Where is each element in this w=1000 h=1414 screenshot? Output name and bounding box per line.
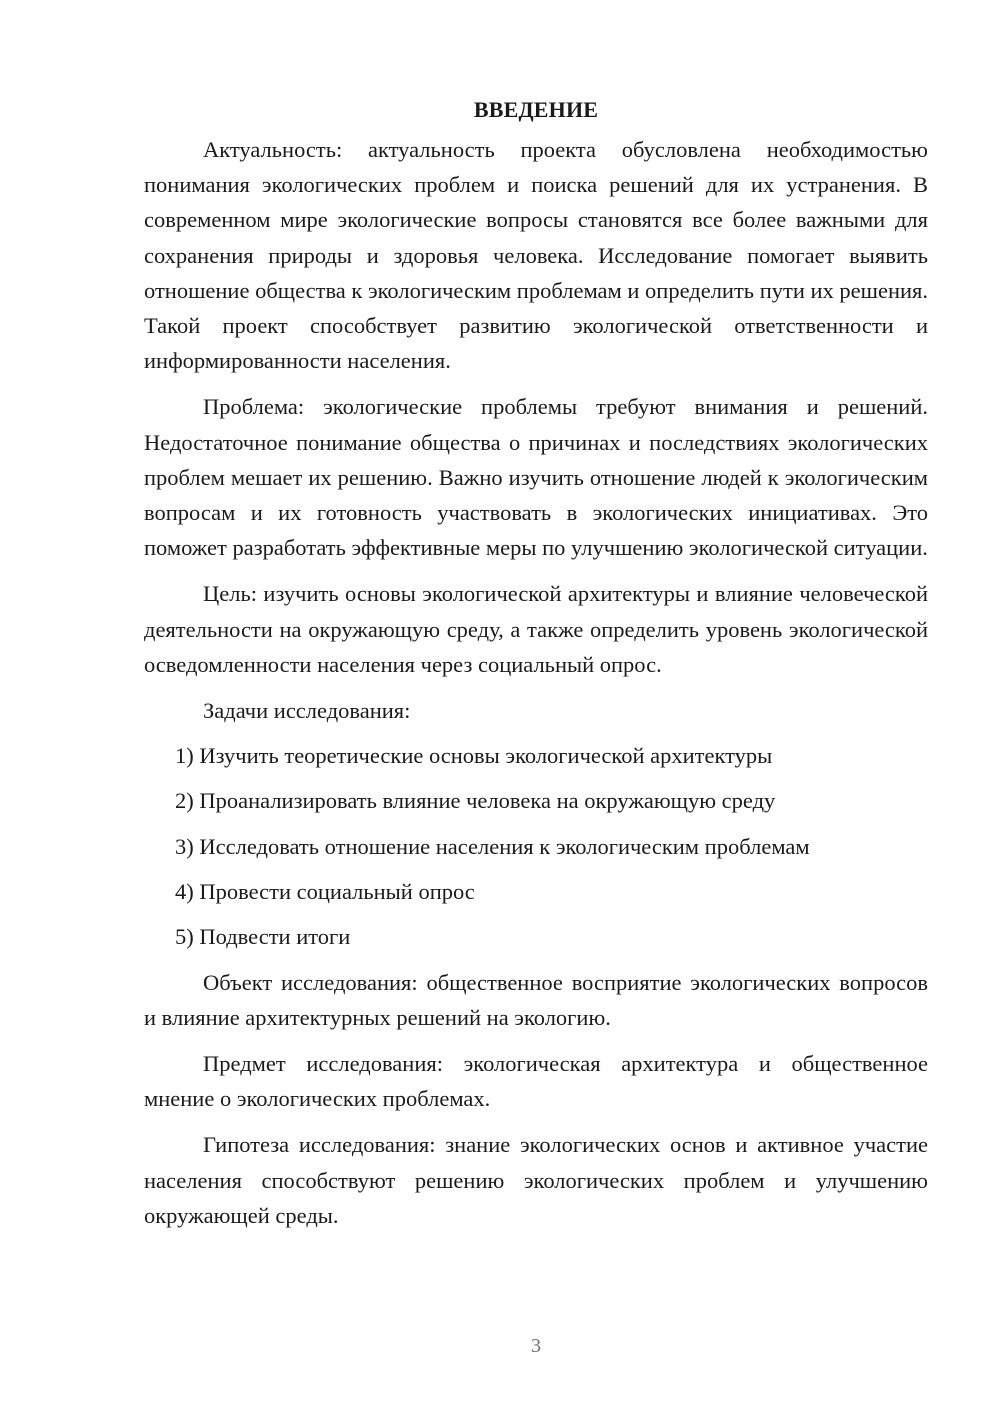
problem-paragraph: Проблема: экологические проблемы требуют внимания и решений. Недостаточное понимание общества о причинах и последствиях экологических проблем мешает их решению. Важно изучить отношение людей к экологическим вопросам и их готовность участвовать в экологических инициативах. Это поможет разработать эффективные меры по улучшению экологической ситуации. bbox=[144, 394, 928, 561]
object-paragraph: Объект исследования: общественное восприятие экологических вопросов и влияние архитектурных решений на экологию. bbox=[144, 969, 928, 1030]
hypothesis-paragraph: Гипотеза исследования: знание экологических основ и активное участие населения способствуют решению экологических проблем и улучшению окружающей среды. bbox=[144, 1132, 928, 1228]
task-list bbox=[144, 738, 928, 954]
goal-paragraph: Цель: изучить основы экологической архитектуры и влияние человеческой деятельности на окружающую среду, а также определить уровень экологической осведомленности населения через социальный опрос. bbox=[144, 581, 928, 677]
tasks-title: Задачи исследования: bbox=[203, 698, 411, 724]
task-item: 4) Провести социальный опрос bbox=[175, 878, 475, 904]
task-item: 3) Исследовать отношение населения к экологическим проблемам bbox=[175, 833, 810, 859]
relevance-paragraph: Актуальность: актуальность проекта обусловлена необходимостью понимания экологических проблем и поиска решений для их устранения. В современном мире экологические вопросы становятся все более важными для сохранения природы и здоровья человека. Исследование помогает выявить отношение общества к экологическим проблемам и определить пути их решения. Такой проект способствует развитию экологической ответственности и информированности населения. bbox=[144, 137, 929, 374]
section-heading: ВВЕДЕНИЕ bbox=[473, 97, 599, 122]
subject-paragraph: Предмет исследования: экологическая архитектура и общественное мнение о экологических проблемах. bbox=[144, 1050, 928, 1112]
task-item: 1) Изучить теоретические основы экологической архитектуры bbox=[175, 743, 773, 769]
task-item: 2) Проанализировать влияние человека на окружающую среду bbox=[175, 788, 776, 814]
page-body bbox=[144, 92, 928, 1244]
task-item: 5) Подвести итоги bbox=[175, 924, 351, 950]
page-number: 3 bbox=[531, 1335, 541, 1357]
